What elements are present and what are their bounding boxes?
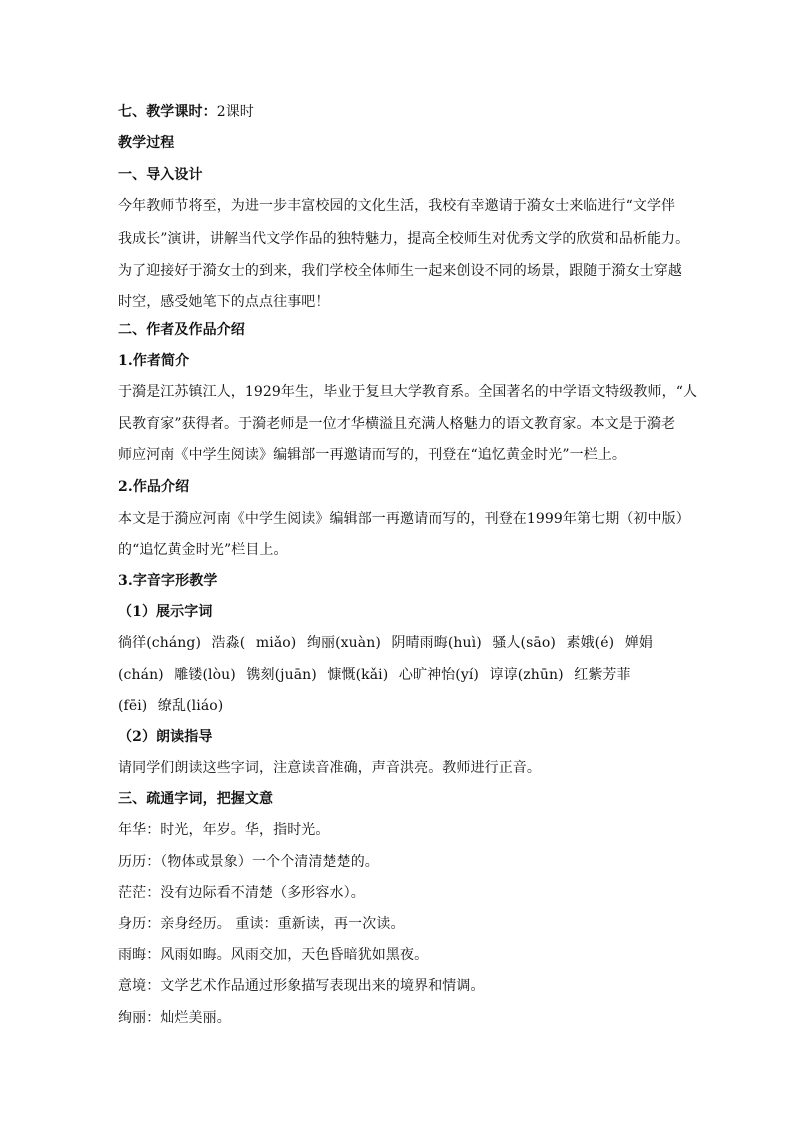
word-list-line: (chán) 雕镂(lòu) 镌刻(juān) 慷慨(kǎi) 心旷神怡(yí) 谆谆(zhūn) 红紫芳菲 <box>118 667 631 683</box>
word-list-line: 徜徉(cháng) 浩淼( miǎo) 绚丽(xuàn) 阴晴雨晦(huì) 骚人(sāo) 素娥(é) 婵娟 <box>118 635 653 651</box>
paragraph-line: 我成长”演讲，讲解当代文学作品的独特魅力，提高全校师生对优秀文学的欣赏和品析能力。 <box>118 231 690 247</box>
paragraph-line: 时空，感受她笔下的点点往事吧！ <box>118 294 330 310</box>
definition-line: 身历：亲身经历。 重读：重新读，再一次读。 <box>118 916 405 932</box>
paragraph-line: 为了迎接好于漪女士的到来，我们学校全体师生一起来创设不同的场景，跟随于漪女士穿越 <box>118 263 682 279</box>
definition-line: 意境：文学艺术作品通过形象描写表现出来的境界和情调。 <box>118 978 485 994</box>
heading-pronunciation: 3.字音字形教学 <box>118 573 218 589</box>
section-heading-teaching-hours <box>118 102 254 122</box>
paragraph-line: 今年教师节将至，为进一步丰富校园的文化生活，我校有幸邀请于漪女士来临进行“文学伴 <box>118 198 676 214</box>
heading-author-and-work: 二、作者及作品介绍 <box>118 322 245 338</box>
definition-line: 雨晦：风雨如晦。风雨交加，天色昏暗犹如黑夜。 <box>118 947 429 963</box>
word-list-line: (fēi) 缭乱(liáo) <box>118 698 224 714</box>
definition-line: 绚丽：灿烂美丽。 <box>118 1010 231 1026</box>
paragraph-line: 民教育家”获得者。于漪老师是一位才华横溢且充满人格魅力的语文教育家。本文是于漪老 <box>118 416 676 432</box>
paragraph-line: 的“追忆黄金时光”栏目上。 <box>118 542 288 558</box>
heading-author-bio: 1.作者简介 <box>118 353 190 369</box>
heading-vocabulary: 三、疏通字词，把握文意 <box>118 791 274 807</box>
heading-work-intro: 2.作品介绍 <box>118 479 190 495</box>
paragraph-line: 师应河南《中学生阅读》编辑部一再邀请而写的，刊登在“追忆黄金时光”一栏上。 <box>118 447 627 463</box>
heading-show-words: （1）展示字词 <box>118 604 213 620</box>
definition-line: 茫茫：没有边际看不清楚（多形容水）。 <box>118 885 365 901</box>
definition-line: 年华：时光，年岁。华，指时光。 <box>118 822 330 838</box>
paragraph-line: 请同学们朗读这些字词，注意读音准确，声音洪亮。教师进行正音。 <box>118 760 541 776</box>
paragraph-line: 于漪是江苏镇江人，1929年生，毕业于复旦大学教育系。全国著名的中学语文特级教师，“人 <box>118 384 698 400</box>
teaching-hours-label: 七、教学课时： <box>118 104 217 120</box>
heading-teaching-process: 教学过程 <box>118 135 175 151</box>
teaching-hours-value: 2课时 <box>216 104 254 120</box>
heading-reading-guide: （2）朗读指导 <box>118 729 213 745</box>
paragraph-line: 本文是于漪应河南《中学生阅读》编辑部一再邀请而写的，刊登在1999年第七期（初中版） <box>118 511 690 527</box>
heading-intro-design: 一、导入设计 <box>118 167 203 183</box>
definition-line: 历历：（物体或景象）一个个清清楚楚的。 <box>118 854 379 870</box>
